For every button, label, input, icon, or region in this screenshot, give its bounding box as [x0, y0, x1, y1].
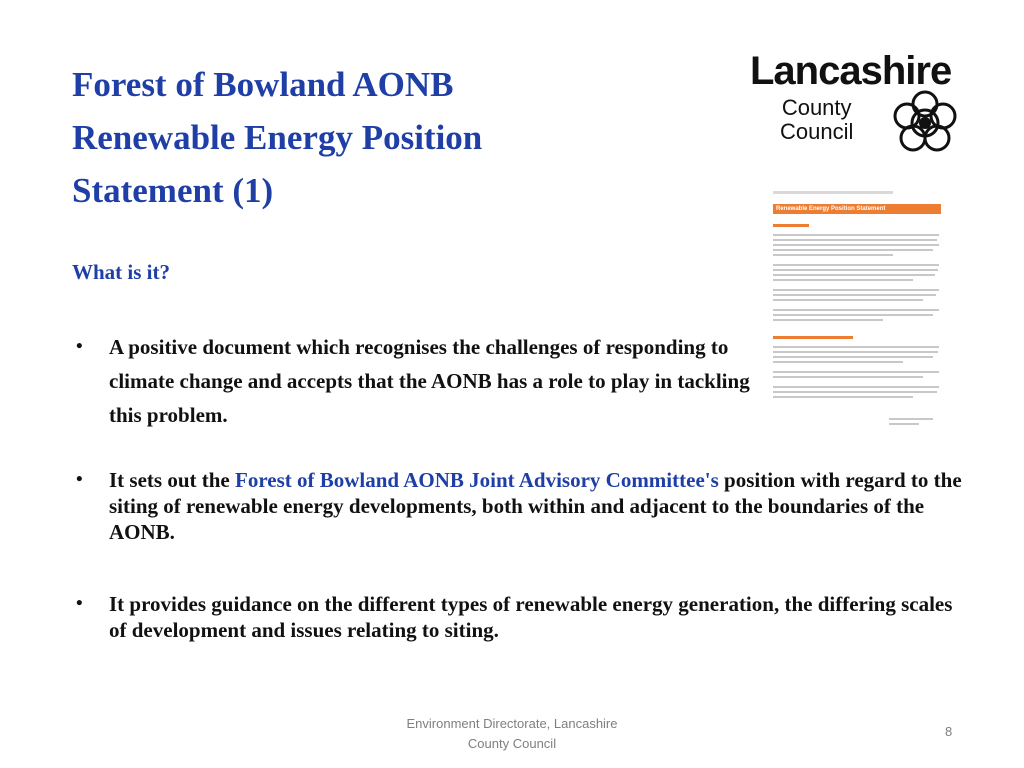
committee-name-highlight: Forest of Bowland AONB Joint Advisory Committee's	[235, 468, 719, 492]
footer-line-1: Environment Directorate, Lancashire	[406, 716, 618, 731]
thumbnail-text-line	[773, 376, 923, 378]
title-line-3: Statement (1)	[72, 171, 274, 210]
thumbnail-text-line	[773, 319, 883, 321]
thumbnail-text-line	[889, 423, 919, 425]
lancashire-county-council-logo	[750, 48, 980, 158]
bullet-marker: •	[76, 336, 83, 357]
lancashire-rose-icon	[890, 88, 960, 158]
thumbnail-text-line	[773, 274, 935, 276]
logo-wordmark: Lancashire	[750, 49, 952, 93]
thumbnail-text-line	[773, 239, 937, 241]
title-line-1: Forest of Bowland AONB	[72, 65, 454, 104]
position-statement-thumbnail	[769, 188, 942, 433]
thumbnail-text-line	[773, 299, 923, 301]
thumbnail-text-line	[773, 244, 939, 246]
bullet-text-suffix: position with regard to the siting of renewable energy developments, both within and adjacent to the boundaries of the AONB.	[109, 468, 962, 544]
subheading: What is it?	[72, 260, 171, 284]
thumbnail-text-line	[773, 254, 893, 256]
thumbnail-text-line	[773, 314, 933, 316]
thumbnail-text-line	[773, 396, 913, 398]
thumbnail-text-line	[773, 386, 939, 388]
thumbnail-text-line	[773, 264, 939, 266]
logo-line-county: County	[781, 95, 852, 120]
thumbnail-section-heading	[773, 336, 853, 339]
bullet-marker: •	[76, 593, 83, 614]
thumbnail-header	[773, 191, 893, 194]
footer-text	[372, 714, 652, 754]
thumbnail-text-line	[773, 234, 939, 236]
page-number: 8	[945, 724, 953, 739]
logo-line-council: Council	[780, 119, 854, 144]
thumbnail-text-line	[773, 269, 938, 271]
thumbnail-text-line	[773, 294, 936, 296]
thumbnail-text-line	[773, 279, 913, 281]
thumbnail-text-line	[773, 346, 939, 348]
thumbnail-text-line	[889, 418, 933, 420]
bullet-text-prefix: It sets out the	[109, 468, 235, 492]
bullet-marker: •	[76, 469, 83, 490]
slide-title	[72, 58, 672, 217]
thumbnail-text-line	[773, 289, 939, 291]
bullet-text	[109, 467, 966, 545]
bullet-text: It provides guidance on the different types of renewable energy generation, the differing scales of development and issues relating to siting.	[109, 592, 953, 642]
thumbnail-text-line	[773, 361, 903, 363]
thumbnail-text-line	[773, 371, 939, 373]
footer-line-2: County Council	[467, 736, 557, 751]
thumbnail-text-line	[773, 309, 939, 311]
thumbnail-section-heading	[773, 224, 809, 227]
thumbnail-text-line	[773, 356, 933, 358]
thumbnail-text-line	[773, 391, 937, 393]
title-line-2: Renewable Energy Position	[72, 118, 483, 157]
logo-subtext	[780, 96, 853, 144]
bullet-item	[76, 330, 756, 432]
thumbnail-text-line	[773, 351, 938, 353]
thumbnail-banner: Renewable Energy Position Statement	[773, 204, 941, 214]
bullet-item	[76, 591, 966, 643]
thumbnail-text-line	[773, 249, 933, 251]
bullet-text: A positive document which recognises the challenges of responding to climate change and accepts that the AONB has a role to play in tackling this problem.	[109, 335, 750, 427]
bullet-item	[76, 467, 966, 545]
